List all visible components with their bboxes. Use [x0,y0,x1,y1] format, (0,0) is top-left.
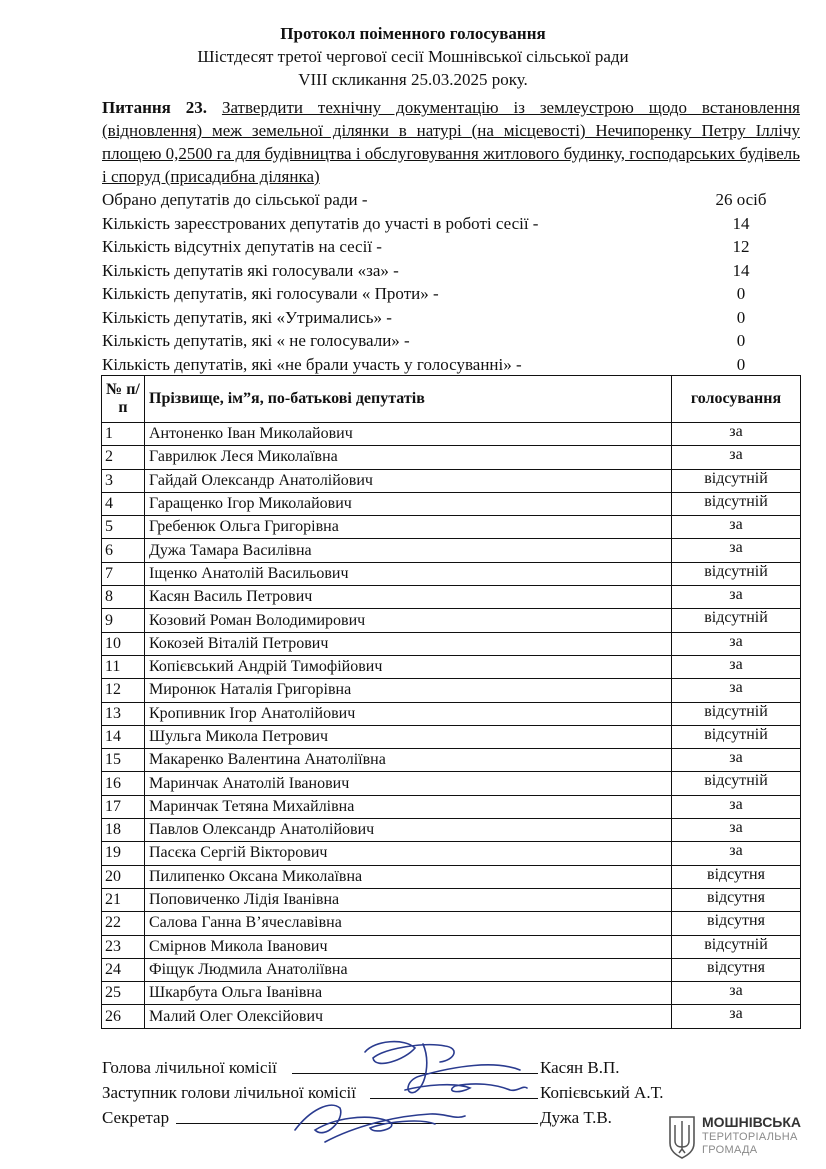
roll-call-table [101,375,801,1029]
row-number: 3 [102,469,145,492]
table-row [102,865,801,888]
trident-emblem-icon [668,1115,696,1159]
table-row [102,516,801,539]
document-title: Протокол поіменного голосування [280,24,546,43]
deputy-name: Малий Олег Олексійович [145,1005,672,1028]
stat-row [102,235,800,259]
vote-result: за [672,1005,801,1028]
deputy-name: Касян Василь Петрович [145,586,672,609]
signatory-role: Заступник голови лічильної комісії [102,1083,357,1102]
deputy-name: Павлов Олександр Анатолійович [145,819,672,842]
handwritten-signatures-icon [255,1030,555,1150]
row-number: 2 [102,446,145,469]
deputy-name: Маринчак Анатолій Іванович [145,772,672,795]
question-text: Затвердити технічну документацію із землеустрою щодо встановлення (відновлення) меж земельної ділянки в натурі (на місцевості) Нечипоренку Петру Іллічу площею 0,2500 га для будівництва і обслуговування житлового будинку, господарських будівель і споруд (присадибна ділянка) [102,98,800,186]
deputy-name: Маринчак Тетяна Михайлівна [145,795,672,818]
vote-result: відсутній [672,562,801,585]
deputy-name: Дужа Тамара Василівна [145,539,672,562]
vote-result: за [672,655,801,678]
deputy-name: Миронюк Наталія Григорівна [145,679,672,702]
table-row [102,888,801,911]
stat-row [102,353,800,377]
row-number: 17 [102,795,145,818]
row-number: 4 [102,492,145,515]
vote-result: відсутня [672,888,801,911]
vote-result: відсутній [672,725,801,748]
signatory-name: Дужа Т.В. [540,1108,612,1127]
stat-label: Кількість зареєстрованих депутатів до участі в роботі сесії - [102,213,539,233]
vote-result: за [672,539,801,562]
stat-value: 12 [732,237,750,256]
table-row [102,1005,801,1028]
vote-result: за [672,749,801,772]
vote-result: за [672,516,801,539]
vote-result: відсутній [672,469,801,492]
stat-value: 0 [736,284,746,303]
table-row [102,539,801,562]
document-header [0,22,826,91]
stat-row [102,259,800,283]
deputy-name: Кокозей Віталій Петрович [145,632,672,655]
logo-sub-text-2: ГРОМАДА [702,1144,758,1156]
vote-result: відсутній [672,935,801,958]
vote-result: відсутній [672,609,801,632]
vote-result: за [672,446,801,469]
table-row [102,702,801,725]
table-row [102,609,801,632]
stat-value: 26 осіб [715,190,767,209]
vote-result: відсутня [672,912,801,935]
row-number: 7 [102,562,145,585]
row-number: 12 [102,679,145,702]
table-row [102,982,801,1005]
deputy-name: Антоненко Іван Миколайович [145,423,672,446]
deputy-name: Гайдай Олександр Анатолійович [145,469,672,492]
deputy-name: Гаращенко Ігор Миколайович [145,492,672,515]
deputy-name: Гребенюк Ольга Григорівна [145,516,672,539]
table-row [102,632,801,655]
deputy-name: Шульга Микола Петрович [145,725,672,748]
vote-result: відсутній [672,492,801,515]
table-row [102,446,801,469]
row-number: 1 [102,423,145,446]
stat-label: Кількість депутатів, які «не брали участь у голосуванні» - [102,354,522,374]
row-number: 19 [102,842,145,865]
stat-label: Кількість відсутніх депутатів на сесії - [102,237,382,256]
vote-result: за [672,842,801,865]
deputy-name: Салова Ганна В’ячеславівна [145,912,672,935]
vote-result: за [672,982,801,1005]
deputy-name: Макаренко Валентина Анатоліївна [145,749,672,772]
stat-label: Кількість депутатів, які « не голосували» - [102,331,410,350]
stat-value: 14 [732,213,750,233]
signatory-name: Касян В.П. [540,1058,620,1077]
signatory-name: Копієвський А.Т. [540,1083,664,1102]
row-number: 22 [102,912,145,935]
deputy-name: Іщенко Анатолій Васильович [145,562,672,585]
table-row [102,912,801,935]
row-number: 9 [102,609,145,632]
stat-label: Кількість депутатів, які «Утримались» - [102,307,392,327]
stat-label: Обрано депутатів до сільської ради - [102,190,368,209]
deputy-name: Пасєка Сергій Вікторович [145,842,672,865]
table-row [102,772,801,795]
header-number: № п/п [102,376,145,423]
stat-row [102,329,800,353]
vote-statistics [102,188,800,376]
table-row [102,819,801,842]
stat-value: 0 [736,354,746,374]
row-number: 14 [102,725,145,748]
table-row [102,469,801,492]
deputy-name: Гаврилюк Леся Миколаївна [145,446,672,469]
vote-result: відсутня [672,865,801,888]
stat-row [102,306,800,330]
vote-result: відсутній [672,772,801,795]
logo-sub-text: ТЕРИТОРІАЛЬНА [702,1131,798,1143]
row-number: 26 [102,1005,145,1028]
deputy-name: Кропивник Ігор Анатолійович [145,702,672,725]
table-row [102,423,801,446]
row-number: 10 [102,632,145,655]
deputy-name: Фіщук Людмила Анатоліївна [145,958,672,981]
row-number: 25 [102,982,145,1005]
row-number: 21 [102,888,145,911]
stat-label: Кількість депутатів які голосували «за» - [102,260,399,280]
table-row [102,749,801,772]
table-row [102,562,801,585]
logo-brand-text: МОШНІВСЬКА [702,1114,802,1130]
row-number: 16 [102,772,145,795]
stat-value: 0 [736,307,746,327]
vote-result: відсутня [672,958,801,981]
deputy-name: Козовий Роман Володимирович [145,609,672,632]
stat-row [102,188,800,212]
vote-result: за [672,586,801,609]
stat-value: 14 [732,260,750,280]
vote-result: за [672,423,801,446]
stat-row [102,212,800,236]
stat-label: Кількість депутатів, які голосували « Проти» - [102,284,439,303]
table-row [102,679,801,702]
vote-result: за [672,632,801,655]
vote-result: за [672,679,801,702]
vote-result: за [672,819,801,842]
header-name: Прізвище, ім”я, по-батькові депутатів [145,376,672,423]
community-logo [668,1115,818,1161]
agenda-question [102,96,800,188]
deputy-name: Шкарбута Ольга Іванівна [145,982,672,1005]
deputy-name: Смірнов Микола Іванович [145,935,672,958]
table-row [102,492,801,515]
table-row [102,725,801,748]
row-number: 11 [102,655,145,678]
vote-result: відсутній [672,702,801,725]
table-header-row [102,376,801,423]
deputy-name: Пилипенко Оксана Миколаївна [145,865,672,888]
row-number: 15 [102,749,145,772]
stat-value: 0 [736,331,746,350]
deputy-name: Копієвський Андрій Тимофійович [145,655,672,678]
convocation-line: VIII скликання 25.03.2025 року. [298,70,528,89]
table-row [102,842,801,865]
deputy-name: Поповиченко Лідія Іванівна [145,888,672,911]
session-line: Шістдесят третої чергової сесії Мошнівської сільської ради [197,47,629,66]
row-number: 23 [102,935,145,958]
table-row [102,795,801,818]
row-number: 8 [102,586,145,609]
header-vote: голосування [672,376,801,423]
signatory-role: Голова лічильної комісії [102,1058,277,1077]
stat-row [102,282,800,306]
table-row [102,655,801,678]
vote-result: за [672,795,801,818]
row-number: 13 [102,702,145,725]
signatory-role: Секретар [102,1108,170,1127]
table-row [102,935,801,958]
row-number: 20 [102,865,145,888]
row-number: 5 [102,516,145,539]
table-row [102,586,801,609]
row-number: 6 [102,539,145,562]
question-number: Питання 23. [102,98,208,117]
table-row [102,958,801,981]
row-number: 18 [102,819,145,842]
row-number: 24 [102,958,145,981]
